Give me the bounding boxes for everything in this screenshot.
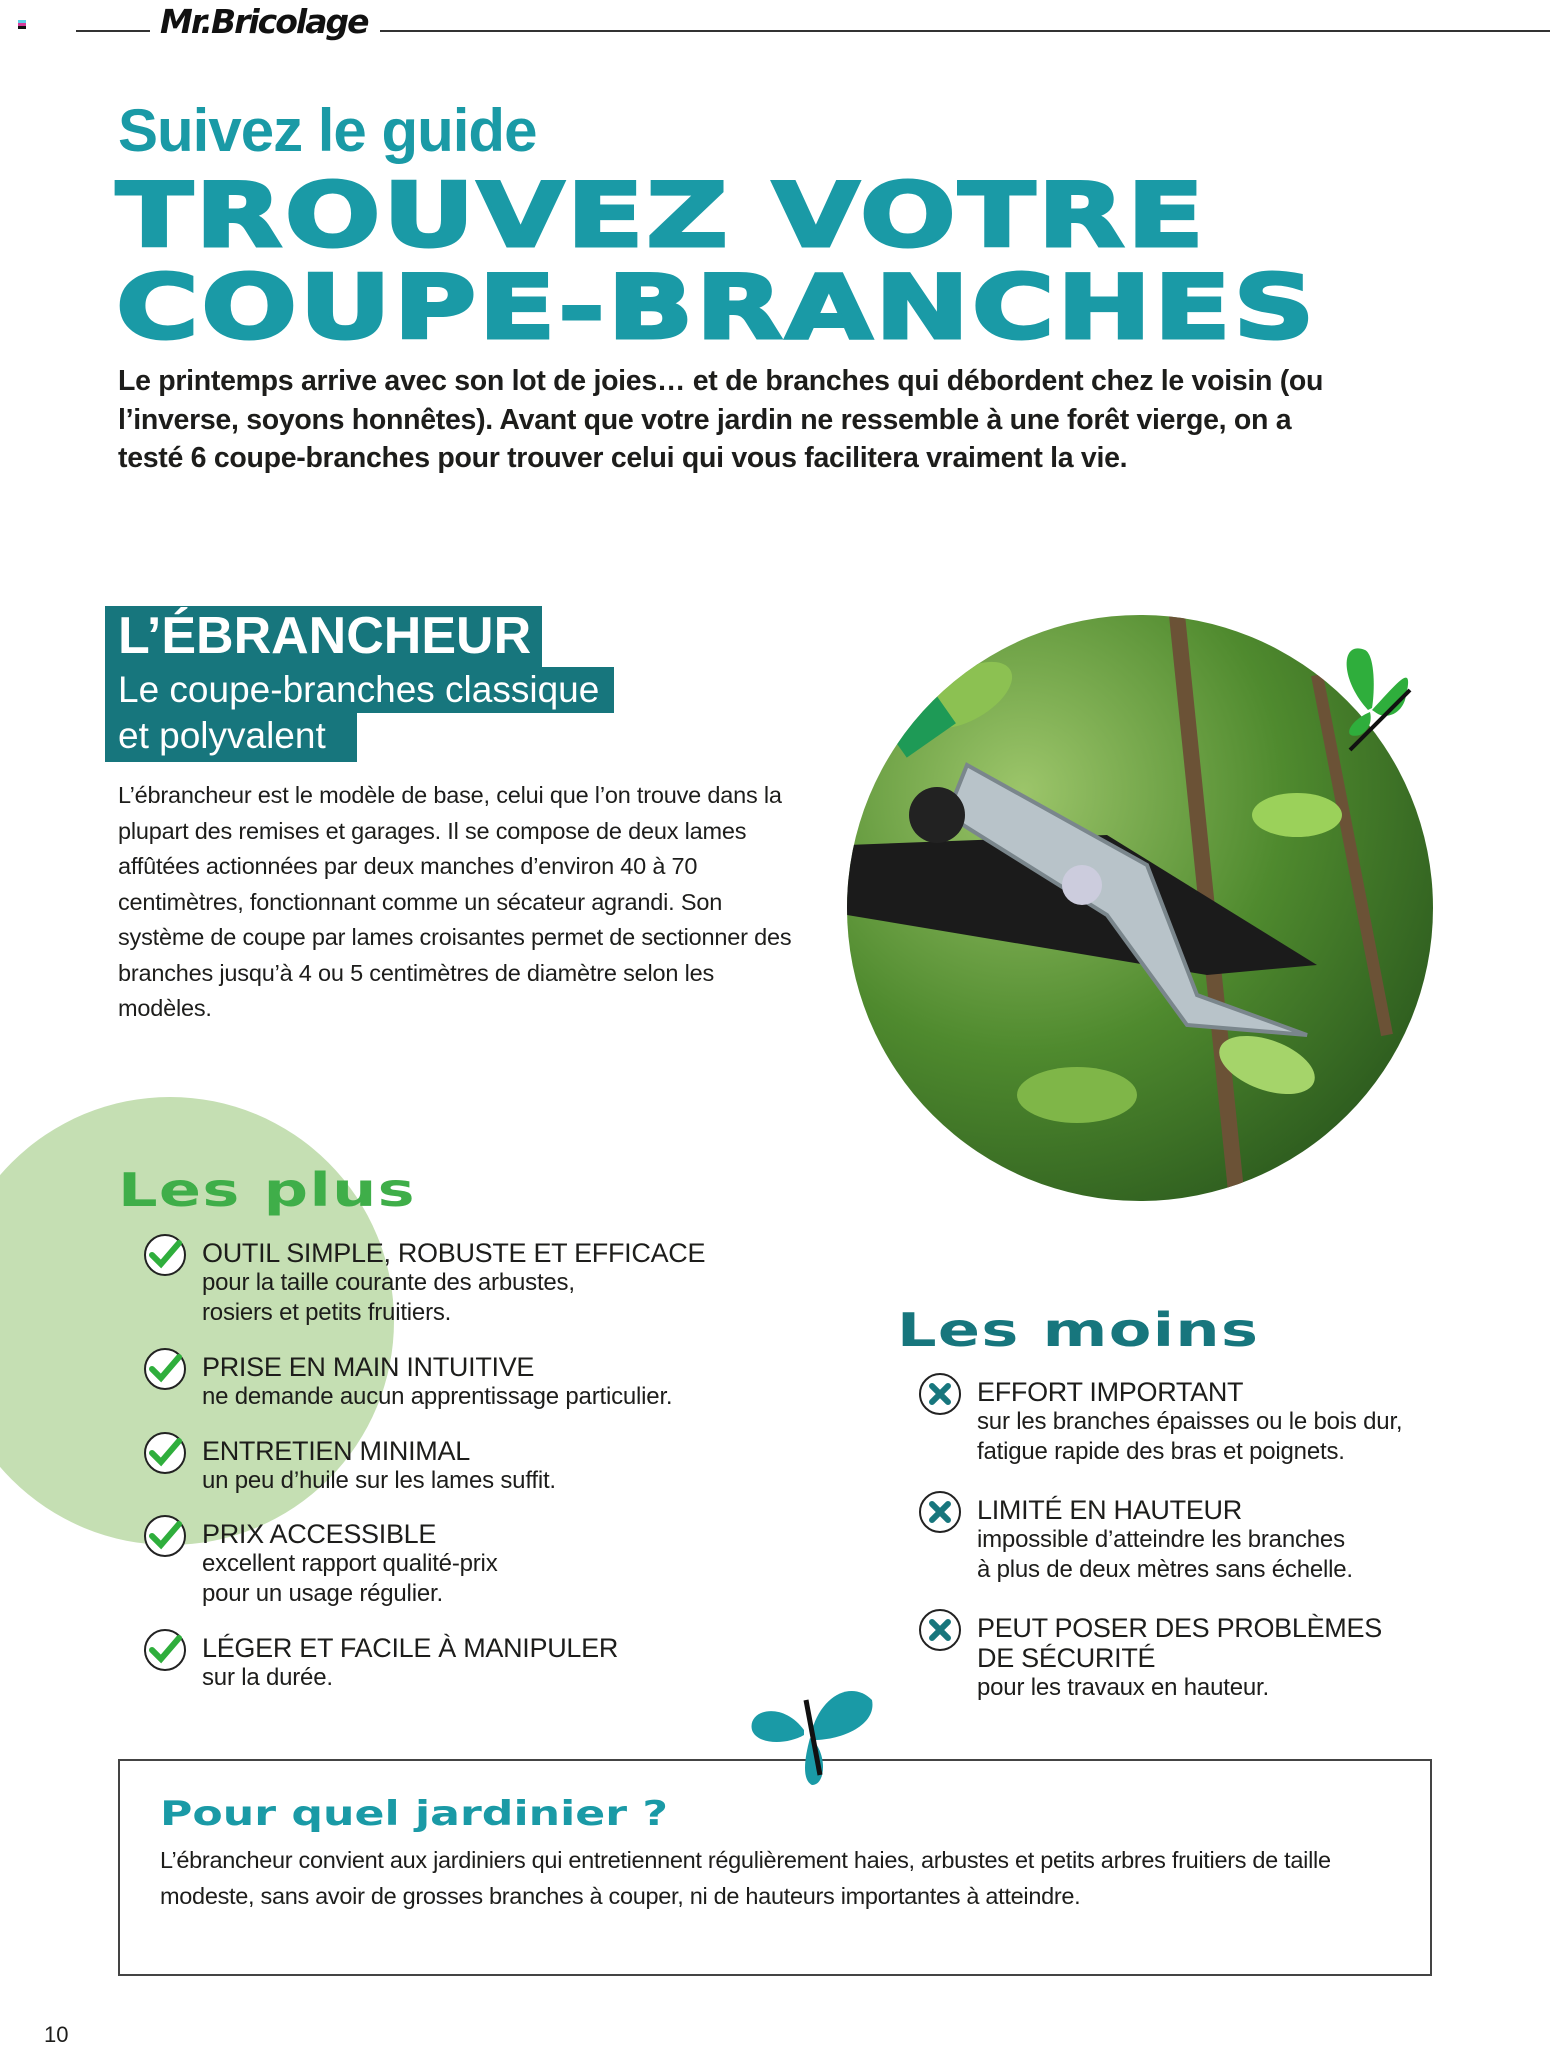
cross-icon <box>919 1609 961 1651</box>
item-text: pour la taille courante des arbustes, rosiers et petits fruitiers. <box>202 1269 575 1326</box>
item-text: impossible d’atteindre les branches à plus de deux mètres sans échelle. <box>977 1526 1353 1583</box>
product-name: L’ÉBRANCHEUR <box>105 606 542 667</box>
product-subtitle-1: Le coupe-branches classique <box>105 667 614 713</box>
item-title: PRISE EN MAIN INTUITIVE <box>202 1352 535 1382</box>
pros-heading: Les plus <box>118 1163 416 1217</box>
header-rule-left <box>76 30 150 32</box>
check-icon <box>144 1515 186 1557</box>
gardener-text: L’ébrancheur convient aux jardiniers qui entretiennent régulièrement haies, arbustes et petits arbres fruitiers de taille modeste, sans avoir de grosses branches à couper, ni de hauteurs importantes à atteindre. <box>160 1847 1331 1909</box>
con-item <box>919 1495 1353 1585</box>
con-item <box>919 1613 1382 1703</box>
item-title: LIMITÉ EN HAUTEUR <box>977 1495 1242 1525</box>
pro-item <box>144 1238 705 1328</box>
item-title: ENTRETIEN MINIMAL <box>202 1436 470 1466</box>
product-description: L’ébrancheur est le modèle de base, celui que l’on trouve dans la plupart des remises et garages. Il se compose de deux lames affûtées actionnées par deux manches d’environ 40 à 70 centimètres, fonctionnant comme un sécateur agrandi. Son système de coupe par lames croisantes permet de sectionner des branches jusqu’à 4 ou 5 centimètres de diamètre selon les modèles. <box>118 782 792 1021</box>
check-icon <box>144 1348 186 1390</box>
item-text: sur les branches épaisses ou le bois dur, fatigue rapide des bras et poignets. <box>977 1408 1403 1465</box>
check-icon <box>144 1234 186 1276</box>
pro-item <box>144 1519 498 1609</box>
cross-icon <box>919 1373 961 1415</box>
item-text: un peu d’huile sur les lames suffit. <box>202 1467 556 1494</box>
green-butterfly-icon <box>1320 640 1420 760</box>
intro-paragraph: Le printemps arrive avec son lot de joies… et de branches qui débordent chez le voisin (ou l’inverse, soyons honnêtes). Avant que votre jardin ne ressemble à une forêt vierge, on a testé 6 coupe-branches pour trouver celui qui vous facilitera vraiment la vie. <box>118 365 1324 474</box>
item-title: OUTIL SIMPLE, ROBUSTE ET EFFICACE <box>202 1238 706 1268</box>
item-text: sur la durée. <box>202 1664 333 1691</box>
product-subtitle-2: et polyvalent <box>105 713 357 762</box>
title-line-1: TROUVEZ VOTRE <box>116 164 1207 267</box>
page-number: 10 <box>44 2022 69 2047</box>
check-icon <box>144 1629 186 1671</box>
title-line-2: COUPE-BRANCHES <box>116 256 1318 359</box>
con-item <box>919 1377 1402 1467</box>
check-icon <box>144 1432 186 1474</box>
brand-logo: Mr.Bricolage <box>160 2 368 41</box>
header-rule-right <box>380 30 1550 32</box>
pro-item <box>144 1633 618 1693</box>
print-color-marks <box>18 20 26 29</box>
item-text: pour les travaux en hauteur. <box>977 1674 1269 1701</box>
item-text: excellent rapport qualité-prix pour un usage régulier. <box>202 1550 498 1607</box>
gardener-heading: Pour quel jardinier ? <box>160 1794 669 1834</box>
item-title: PRIX ACCESSIBLE <box>202 1519 437 1549</box>
item-text: ne demande aucun apprentissage particulier. <box>202 1383 673 1410</box>
item-title: EFFORT IMPORTANT <box>977 1377 1244 1407</box>
title-kicker: Suivez le guide <box>118 97 537 164</box>
pro-item <box>144 1436 556 1496</box>
teal-butterfly-icon <box>742 1680 882 1790</box>
item-title: PEUT POSER DES PROBLÈMES DE SÉCURITÉ <box>977 1613 1382 1673</box>
cross-icon <box>919 1491 961 1533</box>
pro-item <box>144 1352 672 1412</box>
cons-heading: Les moins <box>897 1303 1260 1357</box>
item-title: LÉGER ET FACILE À MANIPULER <box>202 1633 619 1663</box>
